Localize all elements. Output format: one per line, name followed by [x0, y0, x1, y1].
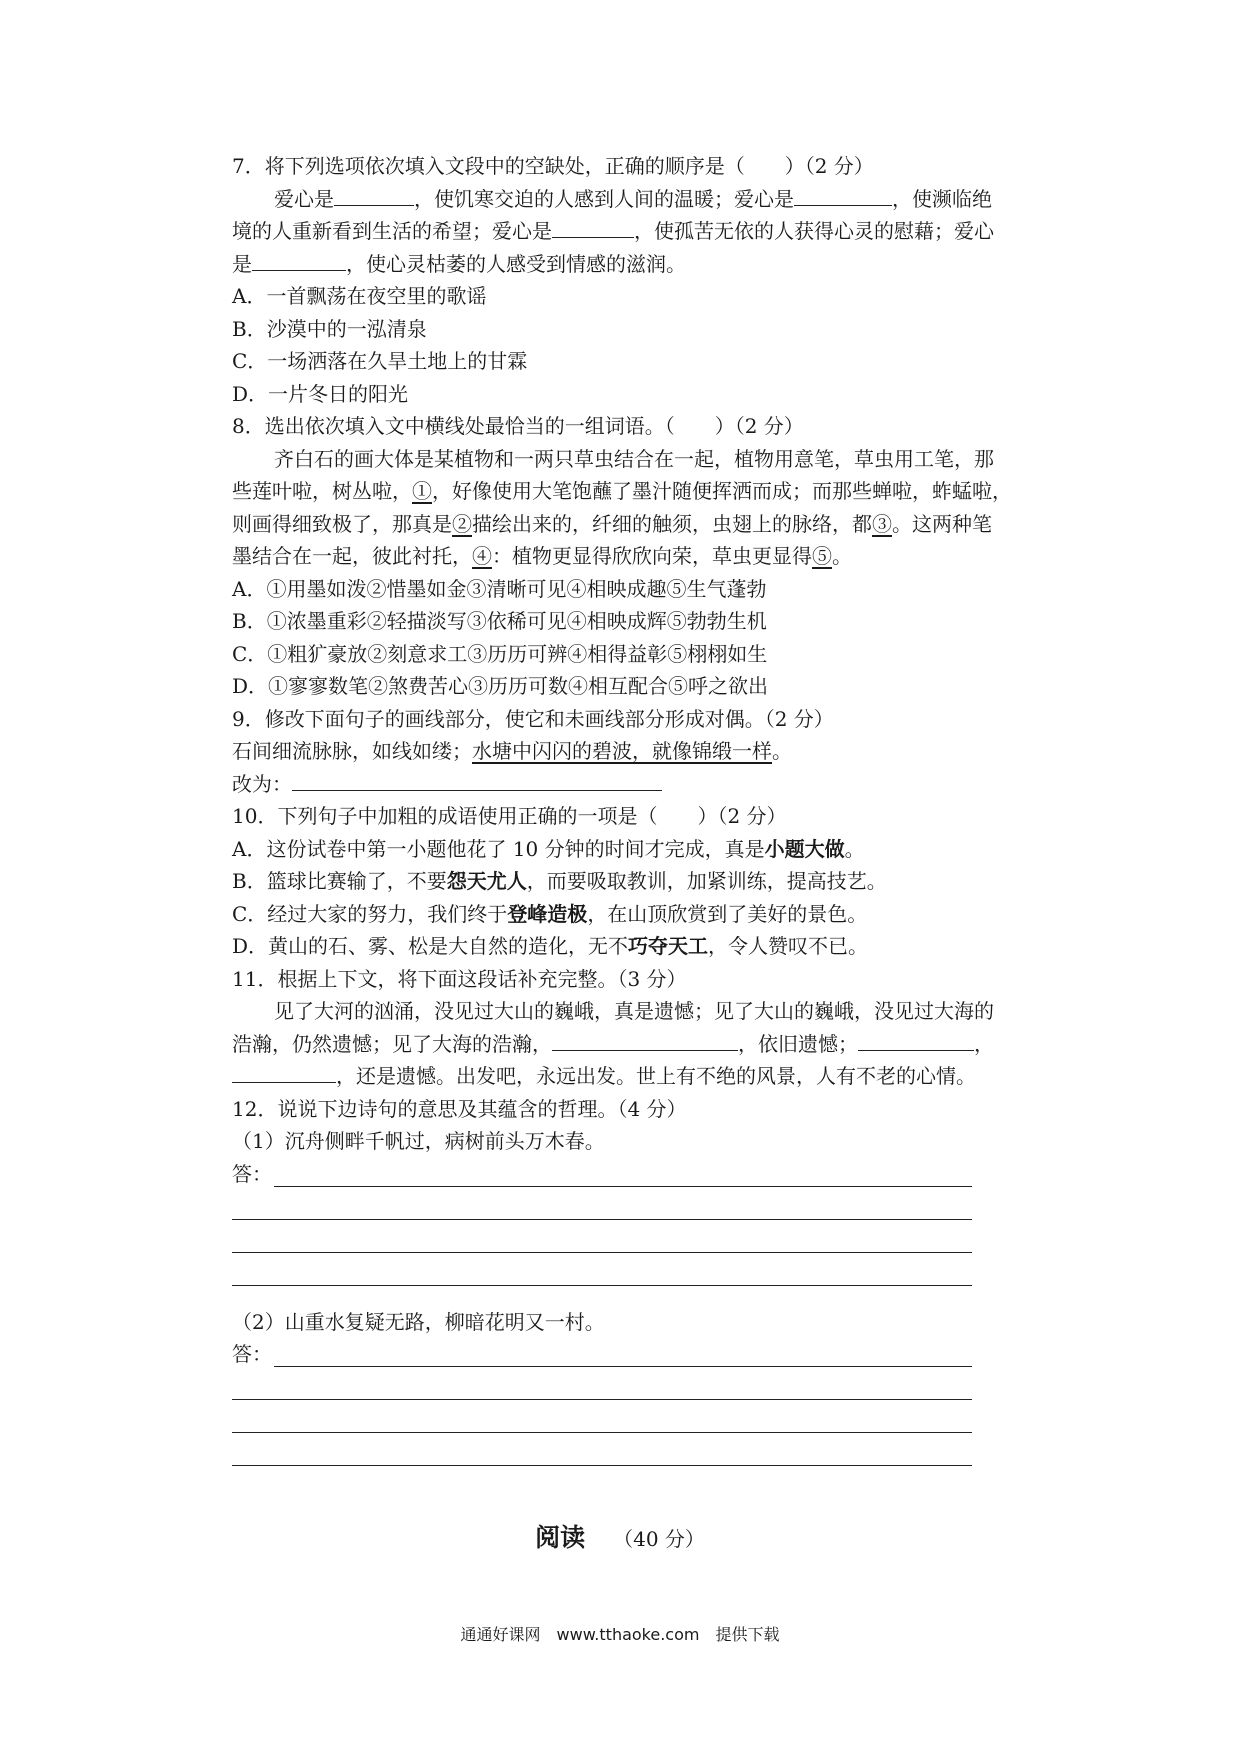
- q11-para-line-1: 见了大河的汹涌，没见过大山的巍峨，真是遗憾；见了大山的巍峨，没见过大海的: [274, 999, 994, 1023]
- q7-option-c[interactable]: C．一场洒落在久旱土地上的甘霖: [232, 349, 528, 373]
- q12-sub1: （1）沉舟侧畔千帆过，病树前头万木春。: [232, 1129, 605, 1153]
- q8-mark-5: ⑤: [812, 544, 832, 568]
- q12-sub2-answer-line-4[interactable]: [232, 1437, 972, 1470]
- q12-sub1-answer-rule-2: [232, 1219, 972, 1220]
- q10-idiom-c: 登峰造极: [507, 901, 588, 926]
- q8-mark-1: ①: [412, 479, 432, 503]
- q11-blank-3[interactable]: [232, 1062, 336, 1083]
- q8-option-d[interactable]: D．①寥寥数笔②煞费苦心③历历可数④相互配合⑤呼之欲出: [232, 674, 769, 698]
- q11-blank-2[interactable]: [858, 1030, 974, 1051]
- q10-idiom-a: 小题大做: [764, 836, 845, 861]
- q12-sub2-answer-rule-2: [232, 1399, 972, 1400]
- spacer: [232, 1290, 1062, 1306]
- q12-sub2-answer-label: 答：: [232, 1342, 272, 1366]
- q11-blank-1[interactable]: [552, 1030, 738, 1051]
- q8-option-b[interactable]: B．①浓墨重彩②轻描淡写③依稀可见④相映成辉⑤勃勃生机: [232, 609, 767, 633]
- q8-mark-4: ④: [472, 544, 492, 568]
- q7-blank-3[interactable]: [552, 217, 634, 238]
- q12-sub1-answer-line-1[interactable]: [232, 1158, 972, 1191]
- q10-option-a[interactable]: A．这份试卷中第一小题他花了 10 分钟的时间才完成，真是小题大做。: [232, 836, 865, 861]
- q12-sub1-answer-line-4[interactable]: [232, 1257, 972, 1290]
- q8-para-line-2: 些莲叶啦，树丛啦，①，好像使用大笔饱蘸了墨汁随便挥洒而成；而那些蝉啦，蚱蜢啦，: [232, 479, 1012, 503]
- q11-para-line-2: 浩瀚，仍然遗憾；见了大海的浩瀚， ，依旧遗憾； ，: [232, 1031, 994, 1056]
- page-footer: 通通好课网 www.tthaoke.com 提供下载: [460, 1625, 780, 1644]
- q12-sub1-answer-line-3[interactable]: [232, 1224, 972, 1257]
- q8-title: 8．选出依次填入文中横线处最恰当的一组词语。（ ）（2 分）: [232, 414, 804, 438]
- q7-para-line-1: 爱心是 ，使饥寒交迫的人感到人间的温暖；爱心是 ，使濒临绝: [274, 186, 992, 211]
- q9-sentence: 石间细流脉脉，如线如缕；水塘中闪闪的碧波，就像锦缎一样。: [232, 739, 792, 763]
- q9-answer-label: 改为：: [232, 771, 292, 796]
- q7-para-line-3: 是 ，使心灵枯萎的人感受到情感的滋润。: [232, 251, 686, 276]
- section-title: 阅读: [535, 1523, 586, 1552]
- q8-para-line-3: 则画得细致极了，那真是②描绘出来的，纤细的触须，虫翅上的脉络，都③。这两种笔: [232, 511, 992, 536]
- q10-option-d[interactable]: D．黄山的石、雾、松是大自然的造化，无不巧夺天工，令人赞叹不已。: [232, 934, 869, 958]
- exam-page: [232, 150, 1062, 1470]
- q12-sub1-answer-rule-1: [274, 1186, 972, 1187]
- q9-title: 9．修改下面句子的画线部分，使它和未画线部分形成对偶。（2 分）: [232, 706, 834, 731]
- q7-blank-4[interactable]: [252, 250, 346, 271]
- q10-idiom-b: 怨天尤人: [446, 869, 527, 893]
- section-score: （40 分）: [613, 1527, 705, 1551]
- q11-title: 11．根据上下文，将下面这段话补充完整。（3 分）: [232, 966, 687, 991]
- q7-para-line-2: 境的人重新看到生活的希望；爱心是 ，使孤苦无依的人获得心灵的慰藉；爱心: [232, 219, 994, 243]
- q12-sub2-answer-rule-1: [274, 1366, 972, 1367]
- q10-option-b[interactable]: B．篮球比赛输了，不要怨天尤人，而要吸取教训，加紧训练，提高技艺。: [232, 869, 887, 893]
- q12-sub1-answer-rule-4: [232, 1285, 972, 1286]
- q10-idiom-d: 巧夺天工: [628, 934, 709, 958]
- q12-sub2-answer-line-1[interactable]: [232, 1338, 972, 1371]
- q8-para-line-4: 墨结合在一起，彼此衬托，④：植物更显得欣欣向荣，草虫更显得⑤。: [232, 544, 852, 568]
- q9-underlined-part: 水塘中闪闪的碧波，就像锦缎一样: [472, 739, 772, 763]
- q12-sub2-answer-rule-4: [232, 1465, 972, 1466]
- q12-sub1-answer-label: 答：: [232, 1161, 272, 1186]
- q8-mark-2: ②: [452, 511, 472, 536]
- q8-mark-3: ③: [872, 511, 892, 536]
- q12-sub2-answer-line-2[interactable]: [232, 1371, 972, 1404]
- q7-blank-1[interactable]: [334, 185, 414, 206]
- q8-option-a[interactable]: A．①用墨如泼②惜墨如金③清晰可见④相映成趣⑤生气蓬勃: [232, 576, 767, 601]
- q7-option-b[interactable]: B．沙漠中的一泓清泉: [232, 316, 427, 341]
- reading-section-heading: [0, 1518, 1240, 1554]
- q12-sub2-answer-line-3[interactable]: [232, 1404, 972, 1437]
- q8-para-line-1: 齐白石的画大体是某植物和一两只草虫结合在一起，植物用意笔，草虫用工笔，那: [274, 446, 994, 471]
- q12-sub1-answer-rule-3: [232, 1252, 972, 1253]
- q9-answer-row: [232, 768, 1062, 801]
- q12-sub2-answer-rule-3: [232, 1432, 972, 1433]
- q8-option-c[interactable]: C．①粗犷豪放②刻意求工③历历可辨④相得益彰⑤栩栩如生: [232, 641, 768, 666]
- q9-answer-field[interactable]: [292, 770, 662, 791]
- q7-option-d[interactable]: D．一片冬日的阳光: [232, 381, 409, 406]
- q10-title: 10．下列句子中加粗的成语使用正确的一项是（ ）（2 分）: [232, 804, 787, 828]
- q12-sub2: （2）山重水复疑无路，柳暗花明又一村。: [232, 1309, 605, 1334]
- q7-title: 7．将下列选项依次填入文段中的空缺处，正确的顺序是（ ）（2 分）: [232, 154, 874, 178]
- q12-title: 12．说说下边诗句的意思及其蕴含的哲理。（4 分）: [232, 1096, 687, 1121]
- q7-blank-2[interactable]: [794, 185, 892, 206]
- q11-para-line-3: ，还是遗憾。出发吧，永远出发。世上有不绝的风景，人有不老的心情。: [232, 1060, 1062, 1093]
- q12-sub1-answer-line-2[interactable]: [232, 1191, 972, 1224]
- q10-option-c[interactable]: C．经过大家的努力，我们终于登峰造极，在山顶欣赏到了美好的景色。: [232, 901, 868, 926]
- q7-option-a[interactable]: A．一首飘荡在夜空里的歌谣: [232, 284, 487, 308]
